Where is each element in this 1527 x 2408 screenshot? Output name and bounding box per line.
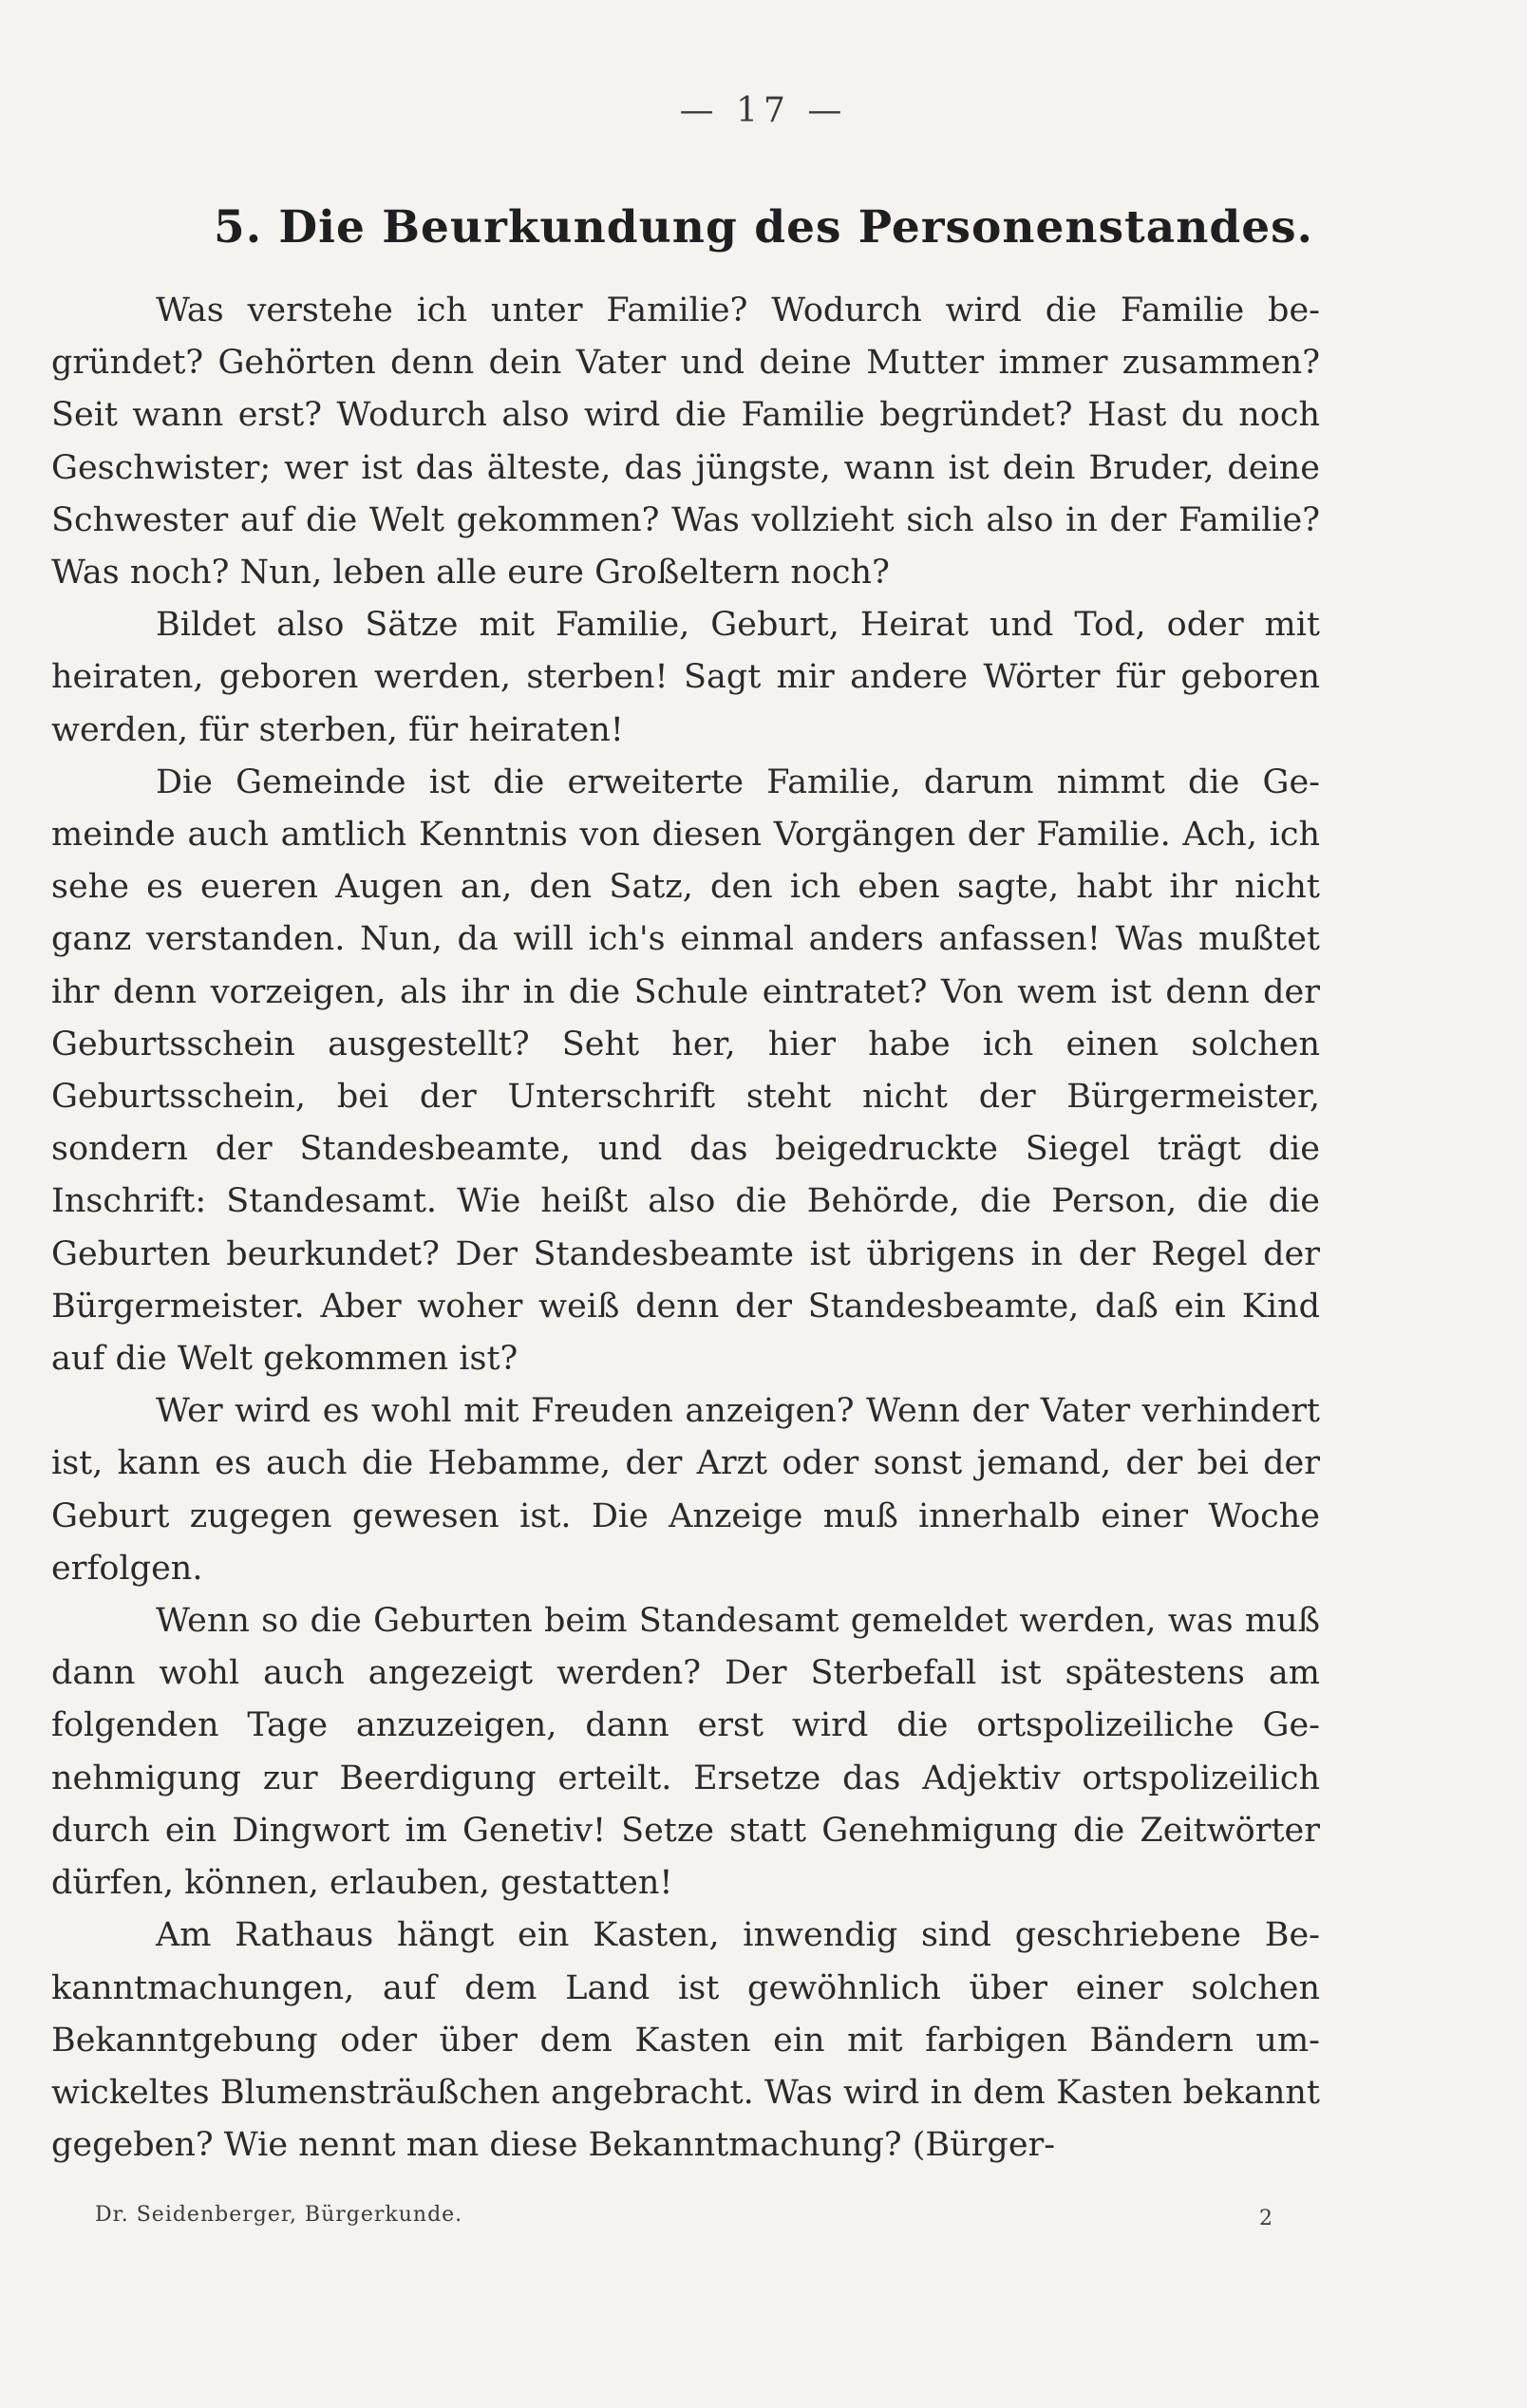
footer-author: Dr. Seidenberger, Bürgerkunde.: [95, 2203, 463, 2227]
page-footer: [95, 2203, 1272, 2241]
chapter-title: 5. Die Beurkundung des Personenstandes.: [214, 201, 1313, 254]
paragraph-5: Wenn so die Geburten beim Standesamt gemeldet werden, was muß dann wohl auch angezeigt werden? Der Sterbefall ist spätestens am folgenden Tage anzuzeigen, dann erst wird die ortspolizeiliche Genehmigung zur Beerdigung erteilt. Ersetze das Adjektiv ortspolizeilich durch ein Dingwort im Genetiv! Setze statt Genehmigung die Zeitwörter dürfen, können, erlauben, gestatten!: [51, 1602, 1320, 1903]
paragraph-4: Wer wird es wohl mit Freuden anzeigen? Wenn der Vater verhindert ist, kann es auch die Hebamme, der Arzt oder sonst jemand, der bei der Geburt zugegen gewesen ist. Die Anzeige muß innerhalb einer Woche erfolgen.: [51, 1392, 1320, 1588]
signature-mark: 2: [1259, 2207, 1272, 2230]
paragraph-3: Die Gemeinde ist die erweiterte Familie, darum nimmt die Gemeinde auch amtlich Kenntnis von diesen Vorgängen der Familie. Ach, ich sehe es eueren Augen an, den Satz, den ich eben sagte, habt ihr nicht ganz verstanden. Nun, da will ich's einmal anders anfassen! Was mußtet ihr denn vorzeigen, als ihr in die Schule eintratet? Von wem ist denn der Geburtsschein ausgestellt? Seht her, hier habe ich einen solchen Geburtsschein, bei der Unterschrift steht nicht der Bürgermeister, sondern der Standesbeamte, und das beigedruckte Siegel trägt die Inschrift: Standesamt. Wie heißt also die Behörde, die Person, die die Geburten beurkundet? Der Standesbeamte ist übrigens in der Regel der Bürgermeister. Aber woher weiß denn der Standesbeamte, daß ein Kind auf die Welt gekommen ist?: [51, 762, 1320, 1379]
paragraph-1: Was verstehe ich unter Familie? Wodurch wird die Familie begründet? Gehörten denn dein Vater und deine Mutter immer zusammen? Seit wann erst? Wodurch also wird die Familie begründet? Hast du noch Geschwister; wer ist das älteste, das jüngste, wann ist dein Bruder, deine Schwester auf die Welt gekommen? Was vollzieht sich also in der Familie? Was noch? Nun, leben alle eure Großeltern noch?: [51, 292, 1320, 593]
paragraph-2: Bildet also Sätze mit Familie, Geburt, Heirat und Tod, oder mit heiraten, geboren werden, sterben! Sagt mir andere Wörter für geboren werden, für sterben, für heiraten!: [51, 606, 1320, 749]
page-number: — 17 —: [679, 91, 848, 130]
body-text: [51, 285, 1320, 2172]
paragraph-6: Am Rathaus hängt ein Kasten, inwendig sind geschriebene Bekanntmachungen, auf dem Land ist gewöhnlich über einer solchen Bekanntgebung oder über dem Kasten ein mit farbigen Bändern umwickeltes Blumensträußchen angebracht. Was wird in dem Kasten bekannt gegeben? Wie nennt man diese Bekanntmachung? (Bürger-: [51, 1916, 1320, 2165]
